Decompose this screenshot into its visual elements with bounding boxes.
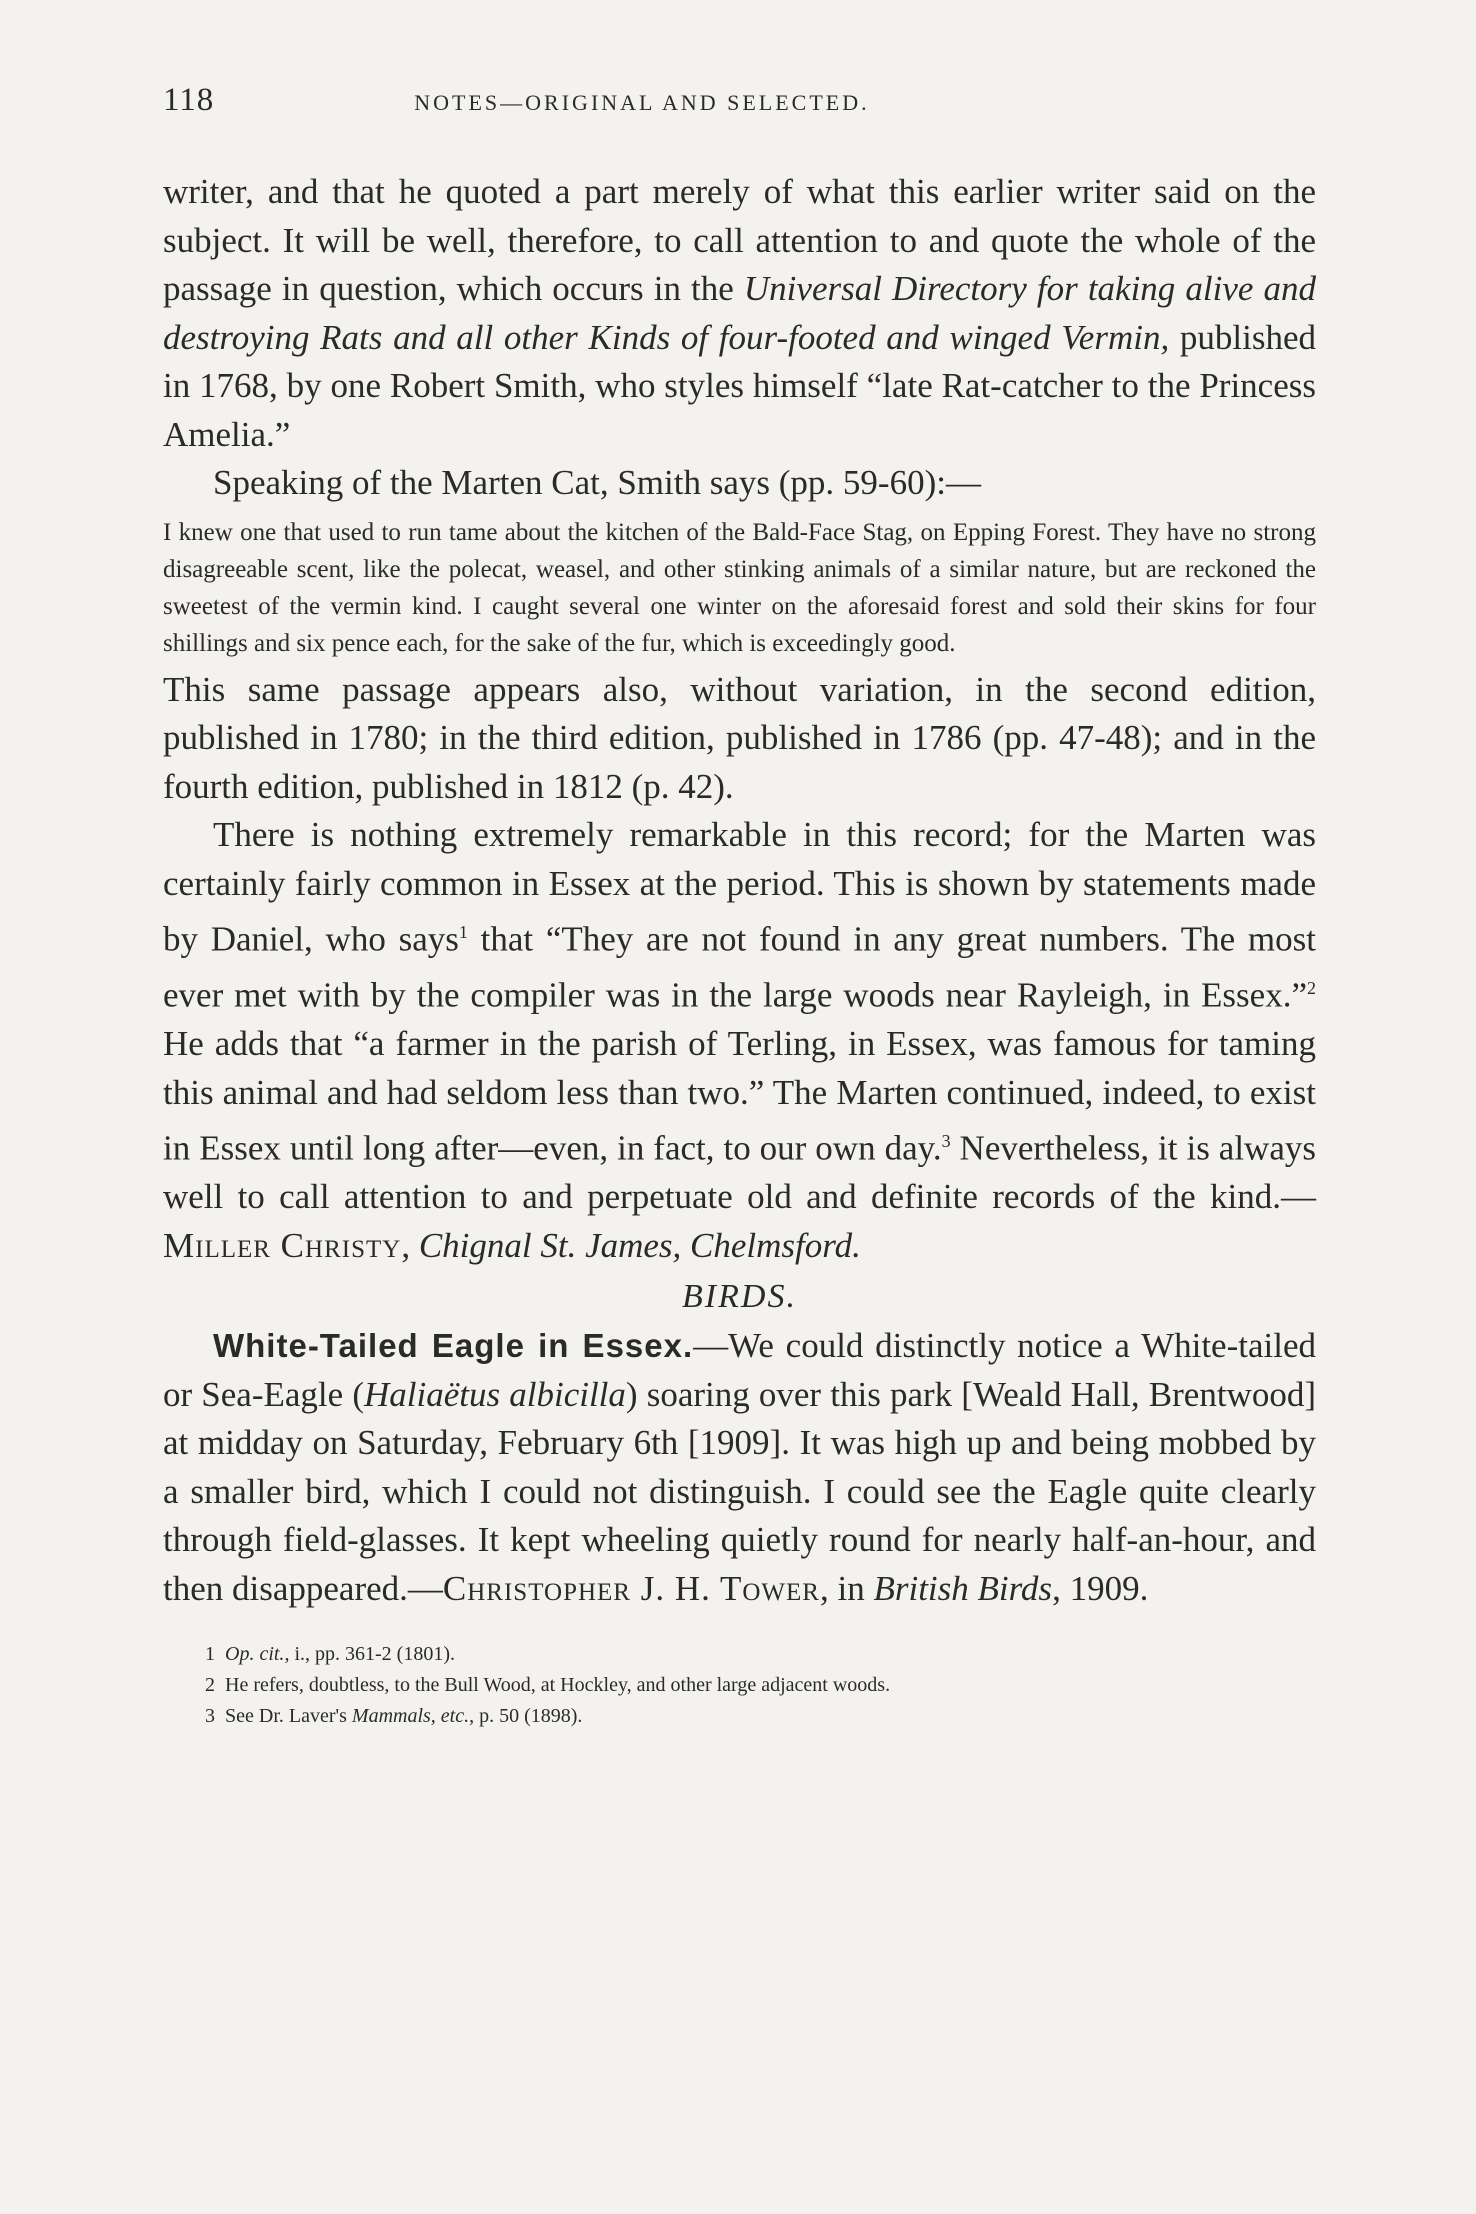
footnote-2: 2 He refers, doubtless, to the Bull Wood, at Hockley, and other large adjacent woods.: [205, 1674, 891, 1697]
paragraph-eagle-note: White-Tailed Eagle in Essex.—We could distinctly notice a White-tailed or Sea-Eagle (Haliaëtus albicilla) soaring over this park [Weald Hall, Brentwood] at midday on Saturday, February 6th [1909]. It was high up and being mobbed by a smaller bird, which I could not distinguish. I could see the Eagle quite clearly through field-glasses. It kept wheeling quietly round for nearly half-an-hour, and then disappeared.—Christopher J. H. Tower, in British Birds, 1909.: [163, 1326, 1316, 1608]
footnote-ref-3[interactable]: 3: [941, 1131, 951, 1152]
author-name: Christopher J. H. Tower: [442, 1568, 820, 1608]
footnote-1: 1 Op. cit., i., pp. 361-2 (1801).: [205, 1643, 455, 1666]
section-title: BIRDS.: [682, 1278, 797, 1316]
paragraph-marten-records: There is nothing extremely remarkable in this record; for the Marten was certainly fairly common in Essex at the period. This is shown by statements made by Daniel, who says$^1$ that “They are not found in any great numbers. The most ever met with by the compiler was in the large woods near Rayleigh, in Essex.”$^2$ He adds that “a farmer in the parish of Terling, in Essex, was famous for taming this animal and had seldom less than two.” The Marten continued, indeed, to exist in Essex until long after—even, in fact, to our own day.$^3$ Nevertheless, it is always well to call attention to and perpetuate old and definite records of the kind.—Miller Christy, Chignal St. James, Chelmsford.: [163, 815, 1316, 1265]
species-name: Haliaëtus albicilla: [363, 1374, 626, 1414]
note-title: White-Tailed Eagle in Essex.: [213, 1327, 694, 1365]
running-head: NOTES—ORIGINAL AND SELECTED.: [414, 90, 870, 115]
footnote-ref-1[interactable]: 1: [458, 922, 468, 942]
source-title: British Birds: [873, 1568, 1053, 1608]
footnotes: [163, 1639, 1316, 1732]
author-place: Chignal St. James, Chelmsford.: [418, 1225, 861, 1265]
book-title: Universal Directory for taking alive and destroying Rats and all other Kinds of four-footed and winged Vermin,: [163, 269, 1316, 357]
block-quote: I knew one that used to run tame about the kitchen of the Bald-Face Stag, on Epping Forest. They have no strong disagreeable scent, like the polecat, weasel, and other stinking animals of a similar nature, but are reckoned the sweetest of the vermin kind. I caught several one winter on the aforesaid forest and sold their skins for four shillings and six pence each, for the sake of the fur, which is exceedingly good.: [163, 518, 1316, 657]
page-number: 118: [163, 82, 215, 118]
paragraph-marten-intro: Speaking of the Marten Cat, Smith says (pp. 59-60):—: [213, 463, 981, 502]
author-name: Miller Christy: [163, 1225, 402, 1265]
paragraph-editions: This same passage appears also, without variation, in the second edition, published in 1780; in the third edition, published in 1786 (pp. 47-48); and in the fourth edition, published in 1812 (p. 42).: [163, 669, 1316, 806]
page-body: [163, 168, 1316, 1613]
footnote-ref-2[interactable]: 2: [1307, 978, 1316, 999]
page-header: [163, 82, 1316, 154]
paragraph-smith-directory: writer, and that he quoted a part merely of what this earlier writer said on the subject. It will be well, therefore, to call attention to and quote the whole of the passage in question, which occurs in the Universal Directory for taking alive and destroying Rats and all other Kinds of four-footed and winged Vermin, published in 1768, by one Robert Smith, who styles himself “late Rat-catcher to the Princess Amelia.”: [163, 172, 1317, 454]
footnote-3: 3 See Dr. Laver's Mammals, etc., p. 50 (1898).: [205, 1705, 583, 1728]
